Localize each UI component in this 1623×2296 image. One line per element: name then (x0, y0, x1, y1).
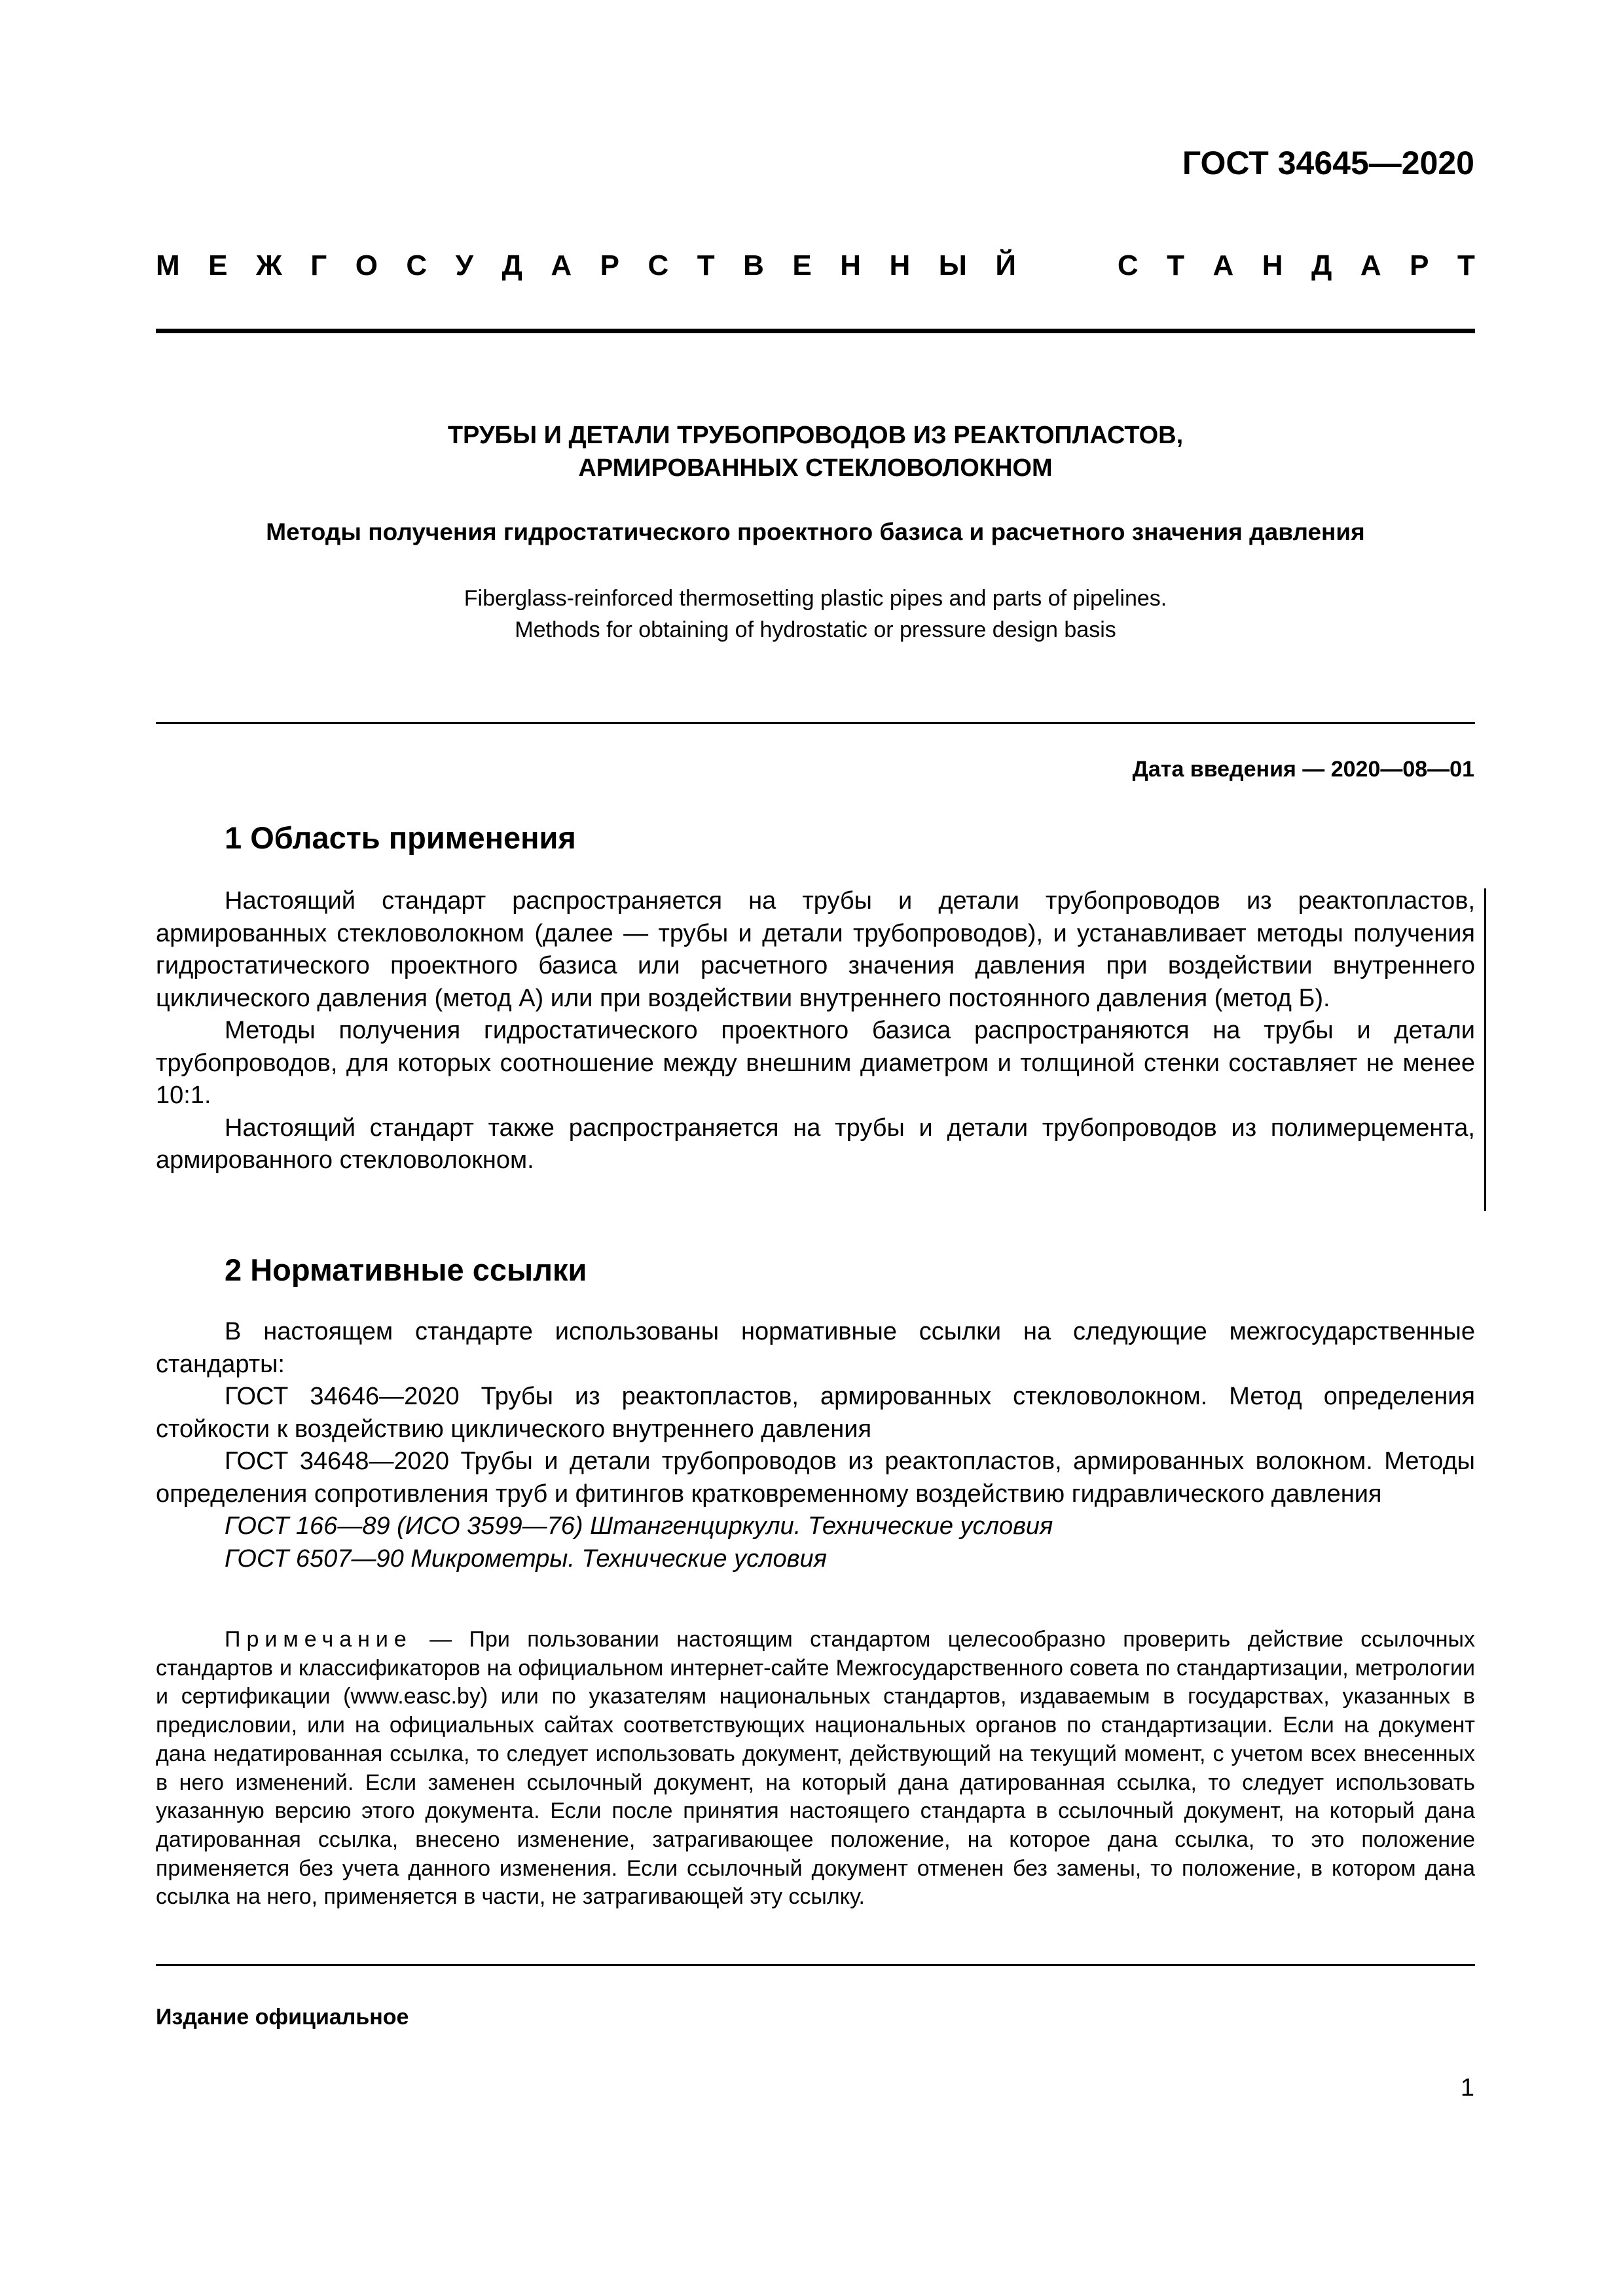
official-edition-label: Издание официальное (156, 2005, 409, 2030)
note-text: — При пользовании настоящим стандартом целесообразно проверить действие ссылочных стандартов и классификаторов на официальном интернет-сайте Межгосударственного совета по стандартизации, метрологии и сертификации (www.easc.by) или по указателям национальных стандартов, издаваемым в государствах, указанных в предисловии, или на официальных сайтах соответствующих национальных органов по стандартизации. Если на документ дана недатированная ссылка, то следует использовать документ, действующий на текущий момент, с учетом всех внесенных в него изменений. Если заменен ссылочный документ, на который дана датированная ссылка, то следует использовать указанную версию этого документа. Если после принятия настоящего стандарта в ссылочный документ, на который дана датированная ссылка, внесено изменение, затрагивающее положение, на которое дана ссылка, то это положение применяется без учета данного изменения. Если ссылочный документ отменен без замены, то положение, в котором дана ссылка на него, применяется в части, не затрагивающей эту ссылку. (156, 1627, 1475, 1910)
normative-reference: ГОСТ 6507—90 Микрометры. Технические условия (225, 1544, 827, 1573)
footer-rule (156, 1964, 1475, 1966)
header-rule (156, 329, 1475, 333)
title-rule (156, 722, 1475, 724)
section-1-paragraph: Настоящий стандарт также распространяется на трубы и детали трубопроводов из полимерцемента, армированного стекловолокном. (156, 1114, 1475, 1174)
banner-letter: М (156, 249, 180, 282)
banner-letter: Т (1167, 249, 1185, 282)
banner-letter: Н (889, 249, 911, 282)
normative-reference: ГОСТ 166—89 (ИСО 3599—76) Штангенциркули. Технические условия (225, 1512, 1053, 1540)
banner-letter: Ж (255, 249, 282, 282)
banner-letter: Т (1457, 249, 1475, 282)
title-line-1: ТРУБЫ И ДЕТАЛИ ТРУБОПРОВОДОВ ИЗ РЕАКТОПЛАСТОВ, (447, 422, 1184, 449)
english-title-line-1: Fiberglass-reinforced thermosetting plastic pipes and parts of pipelines. (464, 586, 1167, 611)
banner-letter (1044, 251, 1052, 280)
section-2-intro: В настоящем стандарте использованы нормативные ссылки на следующие межгосударственные стандарты: (156, 1318, 1475, 1378)
banner-letter: Р (600, 249, 619, 282)
banner-letter: В (743, 249, 764, 282)
banner-letter: А (1360, 249, 1381, 282)
banner-letter: А (551, 249, 572, 282)
section-2-body (156, 1316, 1475, 1575)
banner-letter: С (406, 249, 428, 282)
title-line-2: АРМИРОВАННЫХ СТЕКЛОВОЛОКНОМ (578, 454, 1053, 482)
section-1-paragraph: Методы получения гидростатического проектного базиса распространяются на трубы и детали трубопроводов, для которых соотношение между внешним диаметром и толщиной стенки составляет не менее 10:1. (156, 1017, 1475, 1109)
reference-note (156, 1626, 1475, 1912)
banner-letter: Н (840, 249, 862, 282)
banner-letter: Т (697, 249, 715, 282)
banner-letter: Й (995, 249, 1016, 282)
english-title-line-2: Methods for obtaining of hydrostatic or pressure design basis (515, 617, 1116, 642)
introduction-date: Дата введения — 2020—08—01 (1132, 757, 1474, 782)
section-2-heading: 2 Нормативные ссылки (225, 1252, 587, 1287)
banner-letter: Р (1410, 249, 1429, 282)
banner-letter: Ы (938, 249, 967, 282)
change-bar (1484, 888, 1486, 1211)
section-1-body (156, 885, 1475, 1177)
banner-letter: С (647, 249, 669, 282)
document-title (156, 419, 1475, 484)
section-1-heading: 1 Область применения (225, 820, 576, 855)
banner-letter: Д (501, 249, 522, 282)
page-number: 1 (1460, 2074, 1474, 2102)
normative-reference: ГОСТ 34648—2020 Трубы и детали трубопроводов из реактопластов, армированных волокном. Методы определения сопротивления труб и фитингов кратковременному воздействию гидравлического давления (156, 1448, 1475, 1508)
note-label: Примечание (225, 1627, 412, 1652)
english-title (156, 583, 1475, 646)
banner-letter: С (1117, 249, 1139, 282)
banner-letter: А (1213, 249, 1234, 282)
banner-letter: Д (1311, 249, 1332, 282)
standard-type-banner (156, 251, 1475, 280)
banner-letter: У (455, 249, 474, 282)
banner-letter (1081, 251, 1089, 280)
normative-reference: ГОСТ 34646—2020 Трубы из реактопластов, армированных стекловолокном. Метод определения стойкости к воздействию циклического внутреннего давления (156, 1383, 1475, 1443)
banner-letter: О (355, 249, 378, 282)
banner-letter: Е (208, 249, 228, 282)
banner-letter: Г (310, 249, 327, 282)
banner-letter: Н (1262, 249, 1283, 282)
document-id: ГОСТ 34645—2020 (1182, 145, 1474, 181)
section-1-paragraph: Настоящий стандарт распространяется на трубы и детали трубопроводов из реактопластов, армированных стекловолокном (далее — трубы и детали трубопроводов), и устанавливает методы получения гидростатического проектного базиса или расчетного значения давления при воздействии внутреннего циклического давления (метод А) или при воздействии внутреннего постоянного давления (метод Б). (156, 887, 1475, 1012)
document-subtitle: Методы получения гидростатического проектного базиса и расчетного значения давления (266, 519, 1365, 545)
banner-letter: Е (792, 249, 812, 282)
